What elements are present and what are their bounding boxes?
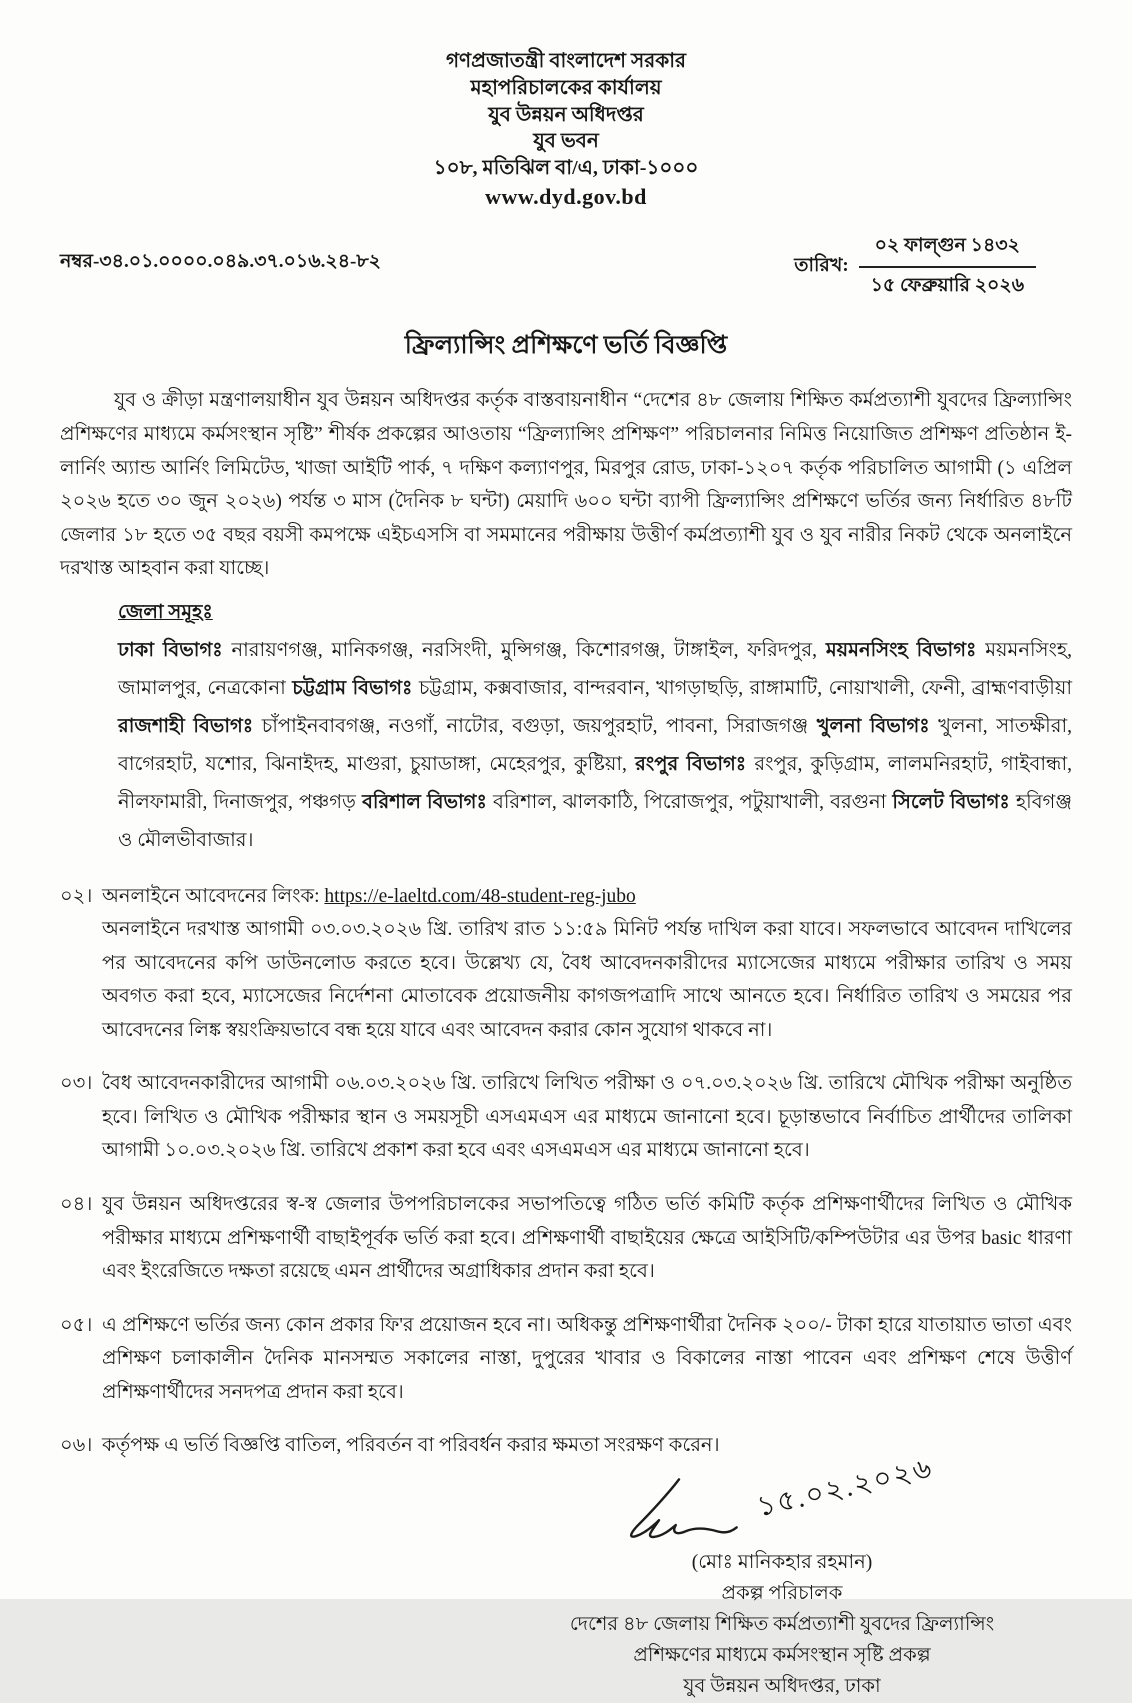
item-text: কর্তৃপক্ষ এ ভর্তি বিজ্ঞপ্তি বাতিল, পরিবর্তন বা পরিবর্ধন করার ক্ষমতা সংরক্ষণ করেন। (102, 1435, 720, 1457)
office-name: মহাপরিচালকের কার্যালয় (470, 76, 662, 99)
division-name: চট্টগ্রাম বিভাগঃ (292, 677, 419, 699)
item-body (102, 880, 1072, 1048)
notice-item-02 (60, 880, 1072, 1048)
division-name: ঢাকা বিভাগঃ (118, 639, 232, 661)
date-block (794, 231, 1036, 303)
district-names: নারায়ণগঞ্জ, মানিকগঞ্জ, নরসিংদী, মুন্সিগঞ্জ, কিশোরগঞ্জ, টাঙ্গাইল, ফরিদপুর, (231, 639, 826, 661)
date-bangla: ০২ ফাল্গুন ১৪৩২ (859, 231, 1036, 268)
government-name: গণপ্রজাতন্ত্রী বাংলাদেশ সরকার (445, 50, 687, 72)
item-number: ০৫। (60, 1314, 93, 1336)
item-text: এ প্রশিক্ষণে ভর্তির জন্য কোন প্রকার ফি'র প্রয়োজন হবে না। অধিকন্তু প্রশিক্ষণার্থীরা দৈনিক ২০০/- টাকা হারে যাতায়াত ভাতা এবং প্রশিক্ষণ চলাকালীন দৈনিক মানসম্মত সকালের নাস্তা, দুপুরের খাবার ও বিকালের নাস্তা পাবেন এবং প্রশিক্ষণ শেষে উত্তীর্ণ প্রশিক্ষণার্থীদের সনদপত্র প্রদান করা হবে। (102, 1314, 1072, 1403)
website-url: www.dyd.gov.bd (485, 183, 647, 209)
division-name: ময়মনসিংহ বিভাগঃ (825, 639, 986, 661)
districts-list (118, 632, 1072, 860)
item-text: বৈধ আবেদনকারীদের আগামী ০৬.০৩.২০২৬ খ্রি. তারিখে লিখিত পরীক্ষা ও ০৭.০৩.২০২৬ খ্রি. তারিখে মৌখিক পরীক্ষা অনুষ্ঠিত হবে। লিখিত ও মৌখিক পরীক্ষার স্থান ও সময়সূচী এসএমএস এর মাধ্যমে জানানো হবে। চূড়ান্তভাবে নির্বাচিত প্রার্থীদের তালিকা আগামী ১০.০৩.২০২৬ খ্রি. তারিখে প্রকাশ করা হবে এবং এসএমএস এর মাধ্যমে জানানো হবে। (102, 1073, 1072, 1162)
office-address: ১০৮, মতিঝিল বা/এ, ঢাকা-১০০০ (433, 157, 699, 180)
district-names: হবিগঞ্জ ও মৌলভীবাজার। (118, 791, 1072, 851)
district-names: রংপুর, কুড়িগ্রাম, লালমনিরহাট, গাইবান্ধা, নীলফামারী, দিনাজপুর, পঞ্চগড় (118, 753, 1072, 813)
department-name: যুব উন্নয়ন অধিদপ্তর (488, 103, 644, 126)
district-names: চাঁপাইনবাবগঞ্জ, নওগাঁ, নাটোর, বগুড়া, জয়পুরহাট, পাবনা, সিরাজগঞ্জ (261, 715, 817, 737)
signature-row (522, 1452, 1042, 1545)
district-names: খুলনা, সাতক্ষীরা, বাগেরহাট, যশোর, ঝিনাইদহ, মাগুরা, চুয়াডাঙ্গা, মেহেরপুর, কুষ্টিয়া, (118, 715, 1072, 775)
notice-item-04 (60, 1188, 1072, 1289)
districts-section (118, 598, 1072, 860)
division-name: খুলনা বিভাগঃ (816, 715, 939, 737)
item-number: ০৪। (60, 1193, 93, 1215)
division-name: রাজশাহী বিভাগঃ (118, 715, 262, 737)
date-stack (859, 231, 1036, 303)
item-number: ০৩। (60, 1073, 93, 1095)
project-name-line2: প্রশিক্ষণের মাধ্যমে কর্মসংস্থান সৃষ্টি প্রকল্প (633, 1645, 931, 1667)
project-name-line1: দেশের ৪৮ জেলায় শিক্ষিত কর্মপ্রত্যাশী যুবদের ফ্রিল্যান্সিং (569, 1614, 995, 1636)
signatory-office: যুব উন্নয়ন অধিদপ্তর, ঢাকা (683, 1676, 881, 1698)
handwritten-date: ১৫.০২.২০২৬ (754, 1452, 937, 1524)
memo-row (60, 231, 1072, 303)
item-number: ০২। (60, 885, 93, 907)
intro-paragraph: যুব ও ক্রীড়া মন্ত্রণালয়াধীন যুব উন্নয়ন অধিদপ্তর কর্তৃক বাস্তবায়নাধীন “দেশের ৪৮ জেলায় শিক্ষিত কর্মপ্রত্যাশী যুবদের ফ্রিল্যান্সিং প্রশিক্ষণের মাধ্যমে কর্মসংস্থান সৃষ্টি” শীর্ষক প্রকল্পের আওতায় “ফ্রিল্যান্সিং প্রশিক্ষণ” পরিচালনার নিমিত্ত নিয়োজিত প্রশিক্ষণ প্রতিষ্ঠান ই-লার্নিং অ্যান্ড আর্নিং লিমিটেড, খাজা আইটি পার্ক, ৭ দক্ষিণ কল্যাণপুর, মিরপুর রোড, ঢাকা-১২০৭ কর্তৃক পরিচালিত আগামী (১ এপ্রিল ২০২৬ হতে ৩০ জুন ২০২৬) পর্যন্ত ৩ মাস (দৈনিক ৮ ঘন্টা) মেয়াদি ৬০০ ঘন্টা ব্যাপী ফ্রিল্যান্সিং প্রশিক্ষণে ভর্তির জন্য নির্ধারিত ৪৮টি জেলার ১৮ হতে ৩৫ বছর বয়সী কমপক্ষে এইচএসসি বা সমমানের পরীক্ষায় উত্তীর্ণ কর্মপ্রত্যাশী যুব ও যুব নারীর নিকট থেকে অনলাইনে দরখাস্ত আহবান করা যাচ্ছে। (60, 390, 1072, 580)
district-names: চট্টগ্রাম, কক্সবাজার, বান্দরবান, খাগড়াছড়ি, রাঙ্গামাটি, নোয়াখালী, ফেনী, ব্রাহ্মণবাড়ীয়া (418, 677, 1072, 699)
district-names: ময়মনসিংহ, জামালপুর, নেত্রকোনা (118, 639, 1072, 699)
item-number: ০৬। (60, 1435, 93, 1457)
notice-title: ফ্রিল্যান্সিং প্রশিক্ষণে ভর্তি বিজ্ঞপ্তি (404, 332, 728, 360)
district-names: বরিশাল, ঝালকাঠি, পিরোজপুর, পটুয়াখালী, বরগুনা (492, 791, 893, 813)
signatory-designation: প্রকল্প পরিচালক (721, 1582, 843, 1604)
notice-item-05 (60, 1309, 1072, 1410)
item-text: যুব উন্নয়ন অধিদপ্তরের স্ব-স্ব জেলার উপপরিচালকের সভাপতিত্বে গঠিত ভর্তি কমিটি কর্তৃক প্রশিক্ষণার্থীদের লিখিত ও মৌখিক পরীক্ষার মাধ্যমে প্রশিক্ষণার্থী বাছাইপূর্বক ভর্তি করা হবে। প্রশিক্ষণার্থী বাছাইয়ের ক্ষেত্রে আইসিটি/কম্পিউটার এর উপর basic ধারণা এবং ইংরেজিতে দক্ষতা রয়েছে এমন প্রার্থীদের অগ্রাধিকার প্রদান করা হবে। (102, 1193, 1072, 1283)
date-label: তারিখ: (794, 255, 849, 277)
apply-link[interactable]: https://e-laeltd.com/48-student-reg-jubo (324, 885, 636, 907)
division-name: বরিশাল বিভাগঃ (362, 791, 493, 813)
item-text: অনলাইনে দরখাস্ত আগামী ০৩.০৩.২০২৬ খ্রি. তারিখ রাত ১১:৫৯ মিনিট পর্যন্ত দাখিল করা যাবে। সফলভাবে আবেদন দাখিলের পর আবেদনের কপি ডাউনলোড করতে হবে। উল্লেখ্য যে, বৈধ আবেদনকারীদের ম্যাসেজের মাধ্যমে পরীক্ষার তারিখ ও সময় অবগত করা হবে, ম্যাসেজের নির্দেশনা মোতাবেক প্রয়োজনীয় কাগজপত্রাদি সাথে আনতে হবে। নির্ধারিত তারিখ ও সময়ের পর আবেদনের লিঙ্ক স্বয়ংক্রিয়ভাবে বন্ধ হয়ে যাবে এবং আবেদন করার কোন সুযোগ থাকবে না। (102, 919, 1072, 1041)
building-name: যুব ভবন (533, 130, 599, 153)
signature-block (522, 1452, 1042, 1703)
notice-item-03 (60, 1067, 1072, 1168)
signatory-name: (মোঃ মানিকহার রহমান) (691, 1551, 873, 1573)
memo-number: নম্বর-৩৪.০১.০০০০.০৪৯.৩৭.০১৬.২৪-৮২ (60, 251, 382, 273)
apply-link-label: অনলাইনে আবেদনের লিংক: (102, 885, 325, 907)
date-gregorian: ১৫ ফেব্রুয়ারি ২০২৬ (870, 275, 1025, 297)
division-name: সিলেট বিভাগঃ (892, 791, 1016, 813)
districts-heading: জেলা সমূহঃ (118, 601, 213, 623)
signature-scribble-icon (621, 1473, 761, 1545)
letterhead (60, 48, 1072, 211)
division-name: রংপুর বিভাগঃ (635, 753, 755, 775)
